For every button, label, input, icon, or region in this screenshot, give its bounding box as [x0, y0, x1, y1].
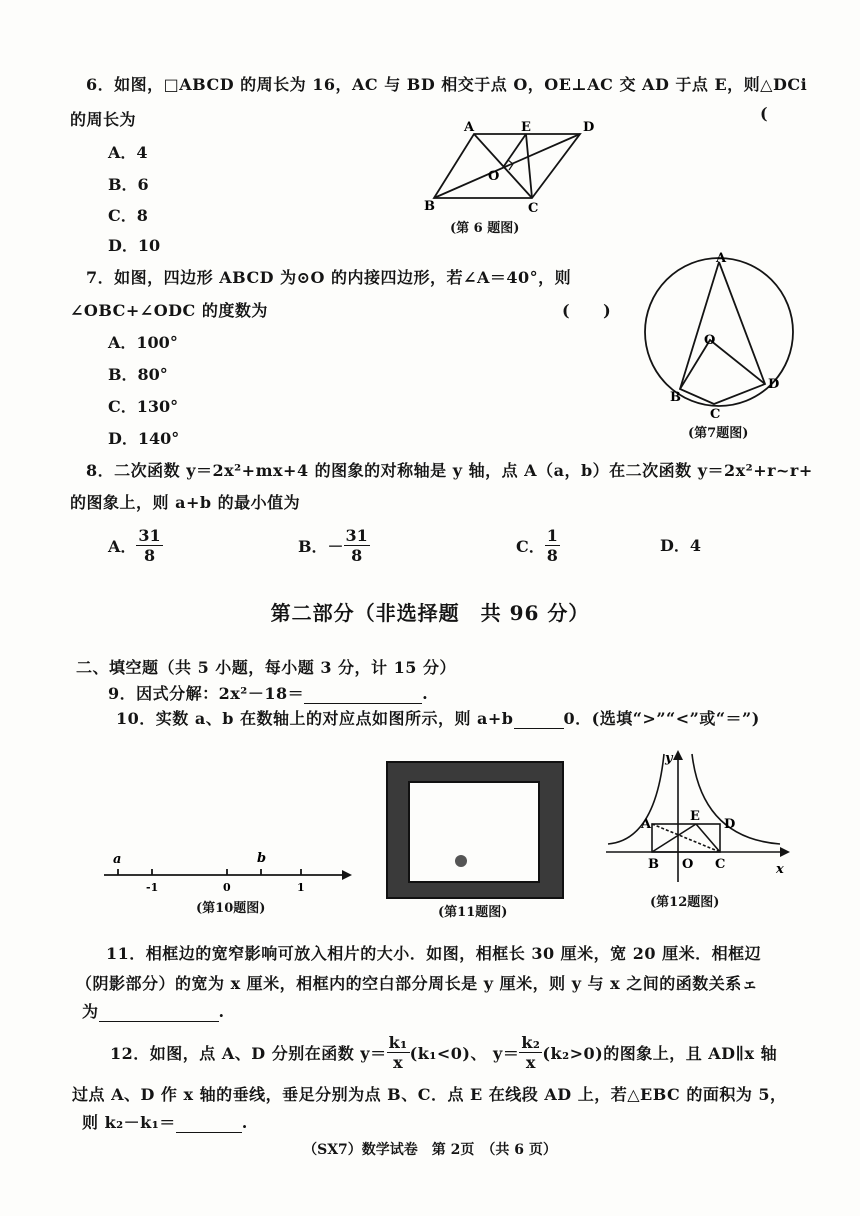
q11-stem-line2: （阴影部分）的宽为 x 厘米，相框内的空白部分周长是 y 厘米，则 y 与 x 之间的函数关系ェ — [76, 974, 759, 993]
q6-option-b: B．6 — [108, 175, 149, 194]
fig11-caption: (第11题图) — [438, 905, 508, 920]
q12-stem-line1 — [110, 1024, 777, 1080]
fill-section-heading: 二、填空题（共 5 小题，每小题 3 分，计 15 分） — [76, 658, 456, 677]
q8-option-a-denominator: 8 — [143, 545, 156, 565]
fig10-label-b: b — [257, 851, 267, 866]
fig6-label-b: B — [424, 199, 435, 214]
q12-line3-text: 则 k₂－k₁＝ — [82, 1113, 176, 1132]
q6-parallelogram-figure — [420, 118, 600, 218]
fig12-caption: (第12题图) — [650, 895, 720, 910]
q12-cond1: (k₁<0)、 y＝ — [409, 1043, 520, 1063]
page-footer: （SX7）数学试卷 第 2页 （共 6 页） — [303, 1142, 557, 1158]
q9-text: 9．因式分解：2x²－18＝ — [108, 684, 305, 703]
fig6-label-a: A — [464, 120, 475, 135]
q8-option-c — [516, 520, 560, 570]
q7-figure-caption: (第7题图) — [688, 426, 749, 441]
part2-title: 第二部分（非选择题 共 96 分） — [270, 601, 590, 625]
fig12-hyperbola-figure — [600, 748, 800, 888]
q12-pre: 12．如图，点 A、D 分别在函数 y＝ — [110, 1043, 387, 1063]
q8-option-b-denominator: 8 — [351, 545, 363, 565]
q10-text-a: 10．实数 a、b 在数轴上的对应点如图所示，则 a+b — [116, 709, 514, 728]
fig12-label-o: O — [682, 857, 694, 872]
q6-answer-paren: ( — [760, 104, 769, 123]
fig12-label-y: y — [665, 751, 673, 766]
q12-fraction-1-num: k₁ — [388, 1032, 408, 1052]
q8-option-c-numerator: 1 — [546, 525, 558, 545]
q8-option-b-label: B．－ — [298, 536, 344, 556]
q7-answer-paren: ( ) — [562, 301, 612, 320]
q8-option-c-fraction — [545, 526, 560, 565]
fig6-label-o: O — [488, 169, 500, 184]
fig12-label-e: E — [690, 809, 700, 824]
q8-option-a-fraction — [136, 526, 162, 565]
fig7-label-d: D — [768, 377, 780, 392]
q8-option-c-denominator: 8 — [546, 545, 558, 565]
q8-option-c-label: C． — [516, 536, 545, 556]
q12-answer-blank — [176, 1113, 242, 1133]
fig11-photo-frame — [385, 760, 567, 902]
q7-option-d: D．140° — [108, 429, 180, 448]
q12-fraction-2-den: x — [525, 1052, 536, 1072]
q8-option-a-label: A． — [108, 536, 137, 556]
fig7-label-c: C — [710, 407, 721, 422]
q8-option-d: D．4 — [660, 536, 702, 555]
fig10-number-line — [100, 845, 360, 895]
q9-answer-blank — [304, 684, 422, 704]
fig7-label-b: B — [670, 390, 681, 405]
fig10-label-a: a — [113, 852, 122, 867]
q11-end: . — [218, 1002, 225, 1021]
fig12-label-x: x — [776, 862, 784, 877]
q6-stem-line2: 的周长为 — [70, 110, 137, 129]
q12-stem-line2: 过点 A、D 作 x 轴的垂线，垂足分别为点 B、C．点 E 在线段 AD 上，若△EBC 的面积为 5， — [72, 1085, 787, 1104]
fig10-tick-minus1: -1 — [146, 881, 159, 894]
fig6-label-d: D — [583, 120, 595, 135]
fig10-caption: (第10题图) — [196, 901, 266, 916]
q6-option-c: C．8 — [108, 206, 148, 225]
q12-fraction-2 — [519, 1033, 542, 1072]
q6-option-a: A．4 — [108, 143, 148, 162]
q12-cond2: (k₂>0)的图象上，且 AD∥x 轴 — [542, 1043, 778, 1063]
fig10-tick-1: 1 — [297, 881, 305, 894]
fig7-label-a: A — [716, 251, 727, 266]
q10-answer-blank — [514, 709, 564, 729]
q11-line3-text: 为 — [82, 1002, 99, 1021]
q7-option-a: A．100° — [108, 333, 178, 352]
q12-fraction-1 — [387, 1033, 410, 1072]
q7-stem-line2: ∠OBC+∠ODC 的度数为 — [70, 301, 268, 320]
q7-option-c: C．130° — [108, 397, 179, 416]
q8-stem-line1: 8．二次函数 y＝2x²+mx+4 的图象的对称轴是 y 轴，点 A（a，b）在二次函数 y＝2x²+r~r+ — [86, 461, 813, 480]
fig12-label-d: D — [724, 817, 736, 832]
q8-option-a — [108, 520, 163, 570]
q8-option-a-numerator: 31 — [138, 525, 161, 545]
q12-fraction-1-den: x — [393, 1052, 404, 1072]
q10-text-b: 0．(选填“>”“<”或“＝”) — [563, 709, 760, 728]
q8-option-b — [298, 520, 370, 570]
q11-answer-blank — [99, 1002, 219, 1022]
q6-stem-line1: 6．如图，□ABCD 的周长为 16，AC 与 BD 相交于点 O，OE⊥AC 交 AD 于点 E，则△DCi — [86, 75, 808, 94]
q8-option-b-numerator: 31 — [345, 525, 368, 545]
q11-stem-line1: 11．相框边的宽窄影响可放入相片的大小．如图，相框长 30 厘米，宽 20 厘米．相框辺 — [106, 944, 762, 963]
fig12-label-b: B — [648, 857, 659, 872]
q7-option-b: B．80° — [108, 365, 168, 384]
q11-stem-line3 — [82, 999, 225, 1022]
q12-fraction-2-num: k₂ — [521, 1032, 541, 1052]
q8-stem-line2: 的图象上，则 a+b 的最小值为 — [70, 493, 301, 512]
fig10-tick-0: 0 — [223, 881, 231, 894]
q9-end: . — [422, 684, 429, 703]
fig7-label-o: O — [704, 333, 716, 348]
fig12-label-a: A — [641, 817, 652, 832]
fig6-label-c: C — [528, 201, 539, 216]
q10-stem — [116, 706, 760, 729]
q6-figure-caption: (第 6 题图) — [450, 221, 520, 236]
q7-stem-line1: 7．如图，四边形 ABCD 为⊙O 的内接四边形，若∠A＝40°，则 — [86, 268, 572, 287]
q12-stem-line3 — [82, 1110, 248, 1133]
fig6-label-e: E — [521, 120, 531, 135]
q12-end: . — [241, 1113, 248, 1132]
q6-option-d: D．10 — [108, 236, 161, 255]
q9-stem — [108, 681, 428, 704]
fig12-label-c: C — [715, 857, 726, 872]
q7-circle-figure — [640, 248, 800, 423]
q8-option-b-fraction — [344, 526, 370, 565]
